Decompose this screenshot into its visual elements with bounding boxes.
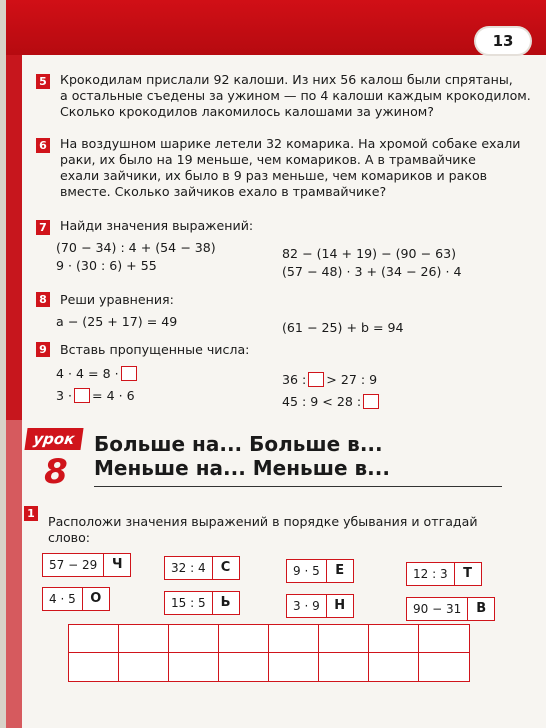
lesson-title-line2: Меньше на... Меньше в... bbox=[94, 456, 390, 480]
side-rail-lower bbox=[6, 420, 22, 728]
answer-cell[interactable] bbox=[419, 653, 469, 681]
task-9 bbox=[36, 340, 536, 412]
card-expression: 57 − 29 bbox=[43, 554, 104, 576]
answer-cell[interactable] bbox=[319, 653, 369, 681]
expression-card bbox=[42, 553, 131, 577]
task-text-line: раки, их было на 19 меньше, чем комариков. А в трамвайчике bbox=[60, 152, 476, 167]
answer-cell[interactable] bbox=[369, 625, 419, 653]
task-6 bbox=[36, 136, 536, 208]
blank-input[interactable] bbox=[363, 394, 379, 409]
fill-in-item: 3 · = 4 · 6 bbox=[56, 388, 135, 403]
equation: (61 − 25) + b = 94 bbox=[282, 320, 404, 335]
card-expression: 9 · 5 bbox=[287, 560, 327, 582]
task-prompt: Реши уравнения: bbox=[60, 292, 174, 307]
expression: 82 − (14 + 19) − (90 − 63) bbox=[282, 246, 457, 261]
expression: 9 · (30 : 6) + 55 bbox=[56, 258, 157, 273]
answer-cell[interactable] bbox=[269, 625, 319, 653]
task-number: 8 bbox=[36, 292, 50, 307]
answer-cell[interactable] bbox=[319, 625, 369, 653]
card-expression: 4 · 5 bbox=[43, 588, 83, 610]
task-number: 7 bbox=[36, 220, 50, 235]
card-letter: Ь bbox=[220, 595, 231, 610]
card-expression: 15 : 5 bbox=[165, 592, 213, 614]
answer-cell[interactable] bbox=[369, 653, 419, 681]
task-text-line: Крокодилам прислали 92 калоши. Из них 56 калош были спрятаны, bbox=[60, 72, 513, 87]
expression-card bbox=[406, 597, 495, 621]
expression-card bbox=[164, 591, 240, 615]
task-1 bbox=[27, 504, 536, 545]
divider bbox=[94, 486, 502, 487]
task-text-line: а остальные съедены за ужином — по 4 калоши каждым крокодилом. bbox=[60, 88, 531, 103]
expression: (57 − 48) · 3 + (34 − 26) · 4 bbox=[282, 264, 462, 279]
task-7 bbox=[36, 218, 536, 284]
task-number: 6 bbox=[36, 138, 50, 153]
task-5 bbox=[36, 72, 536, 132]
fill-in-item: 45 : 9 < 28 : bbox=[282, 394, 381, 410]
expression-card bbox=[42, 587, 110, 611]
task-text-line: Сколько крокодилов лакомилось калошами за ужином? bbox=[60, 104, 434, 119]
expression-card bbox=[164, 556, 240, 580]
answer-cell[interactable] bbox=[119, 653, 169, 681]
card-letter: Ч bbox=[111, 557, 123, 572]
answer-cell[interactable] bbox=[419, 625, 469, 653]
expression-card bbox=[406, 562, 482, 586]
task-text-line: вместе. Сколько зайчиков ехало в трамвайчике? bbox=[60, 184, 387, 199]
card-expression: 12 : 3 bbox=[407, 563, 455, 585]
task-text-line: Расположи значения выражений в порядке убывания и отгадай bbox=[48, 514, 478, 529]
task-number: 1 bbox=[24, 506, 38, 521]
card-letter: В bbox=[476, 601, 487, 616]
card-expression: 90 − 31 bbox=[407, 598, 468, 620]
task-text-line: ехали зайчики, их было в 9 раз меньше, чем комариков и раков bbox=[60, 168, 488, 183]
blank-input[interactable] bbox=[121, 366, 137, 381]
task-text-line: На воздушном шарике летели 32 комарика. На хромой собаке ехали bbox=[60, 136, 521, 151]
header-band bbox=[6, 0, 546, 55]
answer-grid bbox=[68, 624, 470, 682]
card-expression: 32 : 4 bbox=[165, 557, 213, 579]
lesson-tag: урок bbox=[24, 428, 83, 450]
card-expression: 3 · 9 bbox=[287, 595, 327, 617]
card-letter: С bbox=[220, 560, 231, 575]
task-text-line: слово: bbox=[48, 530, 91, 545]
blank-input[interactable] bbox=[74, 388, 90, 403]
answer-cell[interactable] bbox=[69, 653, 119, 681]
task-prompt: Найди значения выражений: bbox=[60, 218, 254, 233]
answer-cell[interactable] bbox=[219, 625, 269, 653]
lesson-number: 8 bbox=[44, 452, 68, 492]
answer-cell[interactable] bbox=[119, 625, 169, 653]
task-number: 9 bbox=[36, 342, 50, 357]
task-number: 5 bbox=[36, 74, 50, 89]
answer-cell[interactable] bbox=[169, 653, 219, 681]
task-prompt: Вставь пропущенные числа: bbox=[60, 342, 250, 357]
task-8 bbox=[36, 290, 536, 336]
expression-card bbox=[286, 594, 354, 618]
card-letter: Е bbox=[335, 563, 345, 578]
card-letter: О bbox=[90, 591, 102, 606]
textbook-page bbox=[6, 0, 546, 728]
answer-cell[interactable] bbox=[169, 625, 219, 653]
lesson-title-line1: Больше на... Больше в... bbox=[94, 432, 383, 456]
fill-in-item: 36 : > 27 : 9 bbox=[282, 372, 378, 387]
card-letter: Т bbox=[463, 566, 473, 581]
fill-in-item: 4 · 4 = 8 · bbox=[56, 366, 139, 382]
page-number: 13 bbox=[476, 28, 530, 54]
card-letter: Н bbox=[334, 598, 346, 613]
answer-cell[interactable] bbox=[219, 653, 269, 681]
expression-card bbox=[286, 559, 354, 583]
answer-cell[interactable] bbox=[69, 625, 119, 653]
blank-input[interactable] bbox=[308, 372, 324, 387]
expression: (70 − 34) : 4 + (54 − 38) bbox=[56, 240, 216, 255]
equation: a − (25 + 17) = 49 bbox=[56, 314, 178, 329]
answer-cell[interactable] bbox=[269, 653, 319, 681]
